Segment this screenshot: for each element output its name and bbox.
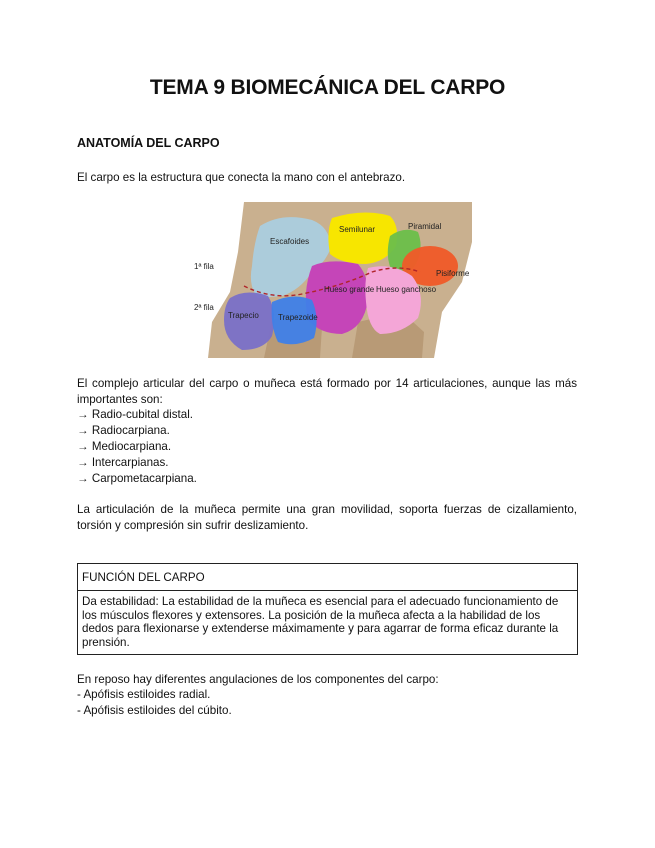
list-item: → Mediocarpiana.	[77, 440, 172, 453]
label-hueso-ganchoso: Hueso ganchoso	[376, 285, 437, 294]
mobility-paragraph: La articulación de la muñeca permite una gran movilidad, soporta fuerzas de cizallamiento, torsión y compresión sin sufrir deslizamiento.	[77, 503, 577, 532]
label-trapezoide: Trapezoide	[278, 313, 318, 322]
complex-paragraph: El complejo articular del carpo o muñeca está formado por 14 articulaciones, aunque las más importantes son:	[77, 377, 577, 406]
function-box-heading: FUNCIÓN DEL CARPO	[78, 564, 577, 591]
rest-paragraph: En reposo hay diferentes angulaciones de los componentes del carpo:	[77, 673, 439, 686]
carpal-bones-figure	[172, 202, 478, 358]
list-item: → Intercarpianas.	[77, 456, 169, 469]
function-box	[77, 563, 578, 655]
section-heading: ANATOMÍA DEL CARPO	[77, 136, 220, 150]
label-trapecio: Trapecio	[228, 311, 259, 320]
list-item: → Radiocarpiana.	[77, 424, 170, 437]
trapecio-bone	[224, 292, 274, 350]
label-escafoides: Escafoides	[270, 237, 310, 246]
label-piramidal: Piramidal	[408, 222, 442, 231]
list-item: → Radio-cubital distal.	[77, 408, 193, 421]
page-title: TEMA 9 BIOMECÁNICA DEL CARPO	[149, 76, 506, 99]
label-hueso-grande: Hueso grande	[324, 285, 375, 294]
intro-paragraph: El carpo es la estructura que conecta la mano con el antebrazo.	[77, 171, 406, 184]
list-item: - Apófisis estiloides radial.	[77, 688, 211, 701]
label-pisiforme: Pisiforme	[436, 269, 470, 278]
label-fila-1: 1ª fila	[194, 262, 214, 271]
function-box-body: Da estabilidad: La estabilidad de la muñeca es esencial para el adecuado funcionamiento de los músculos flexores y extensores. La posición de la muñeca afecta a la habilidad de los dedos para flexionarse y extenderse máximamente y para agarrar de forma eficaz durante la prensión.	[82, 595, 559, 649]
label-fila-2: 2ª fila	[194, 303, 214, 312]
list-item: - Apófisis estiloides del cúbito.	[77, 704, 232, 717]
label-semilunar: Semilunar	[339, 225, 376, 234]
list-item: → Carpometacarpiana.	[77, 472, 197, 485]
